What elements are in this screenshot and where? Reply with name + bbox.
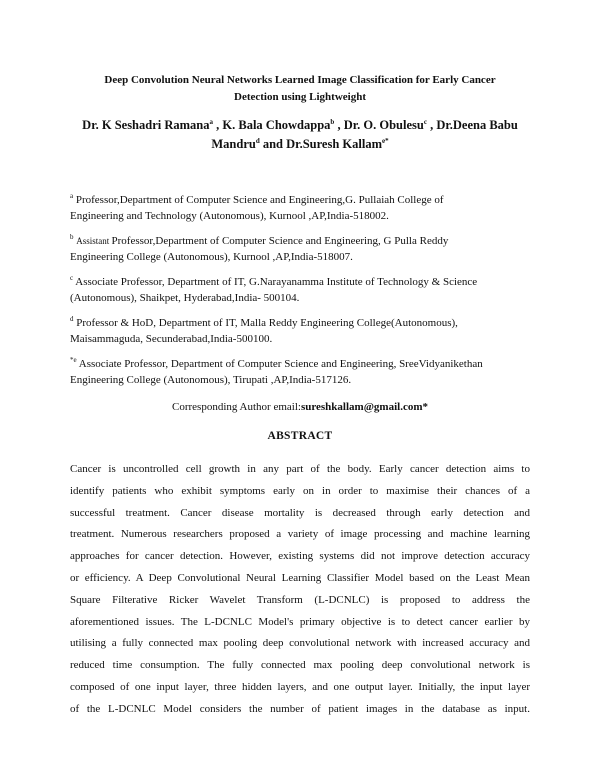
affiliation-text: (Autonomous), Shaikpet, Hyderabad,India- 500104.: [70, 292, 300, 304]
corresponding-email: sureshkallam@gmail.com*: [300, 401, 428, 413]
abstract-line: Cancer is uncontrolled cell growth in any part of the body. Early cancer detection aims to: [70, 463, 530, 475]
author-mark: c: [423, 118, 427, 126]
paper-title-line-2: Detection using Lightweight: [234, 91, 366, 103]
affiliation-lead: Assistant: [76, 236, 112, 246]
affiliation-text: Professor & HoD, Department of IT, Malla Reddy Engineering College(Autonomous),: [76, 317, 458, 329]
author-name: Dr. O. Obulesu: [343, 118, 424, 132]
author-separator: ,: [213, 118, 223, 132]
abstract-line: treatment. Numerous researchers proposed a variety of image processing and machine learning: [70, 528, 530, 541]
affiliation-mark: a: [70, 192, 74, 200]
affiliation-text: Professor,Department of Computer Science and Engineering, G Pulla Reddy: [111, 235, 449, 247]
author-name: Dr.Suresh Kallam: [286, 137, 382, 151]
affiliation-text: Engineering College (Autonomous), Tirupati ,AP,India-517126.: [70, 374, 352, 386]
author-line-2: [60, 135, 540, 154]
author-separator: ,: [334, 118, 344, 132]
abstract-line: Square Filterative Ricker Wavelet Transform (L-DCNLC) is proposed to address the: [70, 593, 530, 606]
abstract-line: aforementioned issues. The L-DCNLC Model's primary objective is to detect cancer earlier by: [70, 615, 530, 628]
abstract-line: of the L-DCNLC Model considers the number of patient images in the database as input.: [70, 702, 530, 715]
author-name: Mandru: [211, 137, 256, 151]
affiliation-mark: c: [70, 274, 74, 282]
abstract-line: utilising a fully connected max pooling deep convolutional network with increased accuracy and: [70, 637, 530, 650]
abstract-body: [70, 459, 530, 721]
author-list: [60, 116, 540, 154]
author-separator: ,: [426, 118, 437, 132]
author-mark: e*: [382, 137, 389, 145]
author-name: Dr.Deena Babu: [436, 118, 518, 132]
abstract-line: composed of one input layer, three hidden layers, and one output layer. Initially, the input layer: [70, 680, 530, 693]
affiliation-c: [70, 274, 540, 306]
affiliation-text: Engineering and Technology (Autonomous), Kurnool ,AP,India-518002.: [70, 210, 389, 222]
affiliation-text: Maisammaguda, Secunderabad,India-500100.: [70, 333, 273, 345]
affiliation-text: Associate Professor, Department of IT, G.Narayanamma Institute of Technology & Science: [75, 276, 478, 288]
affiliation-mark: b: [70, 233, 74, 241]
author-separator: and: [259, 137, 287, 151]
author-mark: d: [255, 137, 260, 145]
paper-title: [60, 72, 540, 106]
abstract-line: approaches for cancer detection. However, existing systems did not improve detection accuracy: [70, 550, 530, 563]
affiliation-b: [70, 233, 540, 265]
abstract-line: successful treatment. Cancer disease mortality is decreased through early detection and: [70, 506, 530, 519]
corresponding-label: Corresponding Author email:: [172, 401, 301, 413]
affiliation-mark: d: [70, 315, 74, 323]
affiliation-text: Engineering College (Autonomous), Kurnool ,AP,India-518007.: [70, 251, 353, 263]
affiliation-text: Associate Professor, Department of Computer Science and Engineering, SreeVidyanikethan: [78, 358, 483, 370]
author-line-1: [60, 116, 540, 135]
abstract-heading: ABSTRACT: [267, 430, 333, 442]
affiliation-a: [70, 192, 540, 224]
affiliation-mark: *e: [70, 356, 77, 364]
paper-title-line-1: Deep Convolution Neural Networks Learned Image Classification for Early Cancer: [104, 74, 496, 86]
abstract-line: identify patients who exhibit symptoms early on in order to maximise their chances of a: [70, 484, 530, 497]
affiliation-e: [70, 356, 540, 388]
abstract-line: or efficiency. A Deep Convolutional Neural Learning Classifier Model based on the Least Mean: [70, 571, 530, 584]
affiliation-text: Professor,Department of Computer Science and Engineering,G. Pullaiah College of: [75, 194, 444, 206]
abstract-line: reduced time consumption. The fully connected max pooling deep convolutional network is: [70, 659, 530, 672]
author-mark: b: [330, 118, 335, 126]
author-name: K. Bala Chowdappa: [222, 118, 331, 132]
author-mark: a: [209, 118, 214, 126]
author-name: Dr. K Seshadri Ramana: [82, 118, 210, 132]
affiliation-d: [70, 315, 540, 347]
corresponding-author: [60, 399, 540, 415]
